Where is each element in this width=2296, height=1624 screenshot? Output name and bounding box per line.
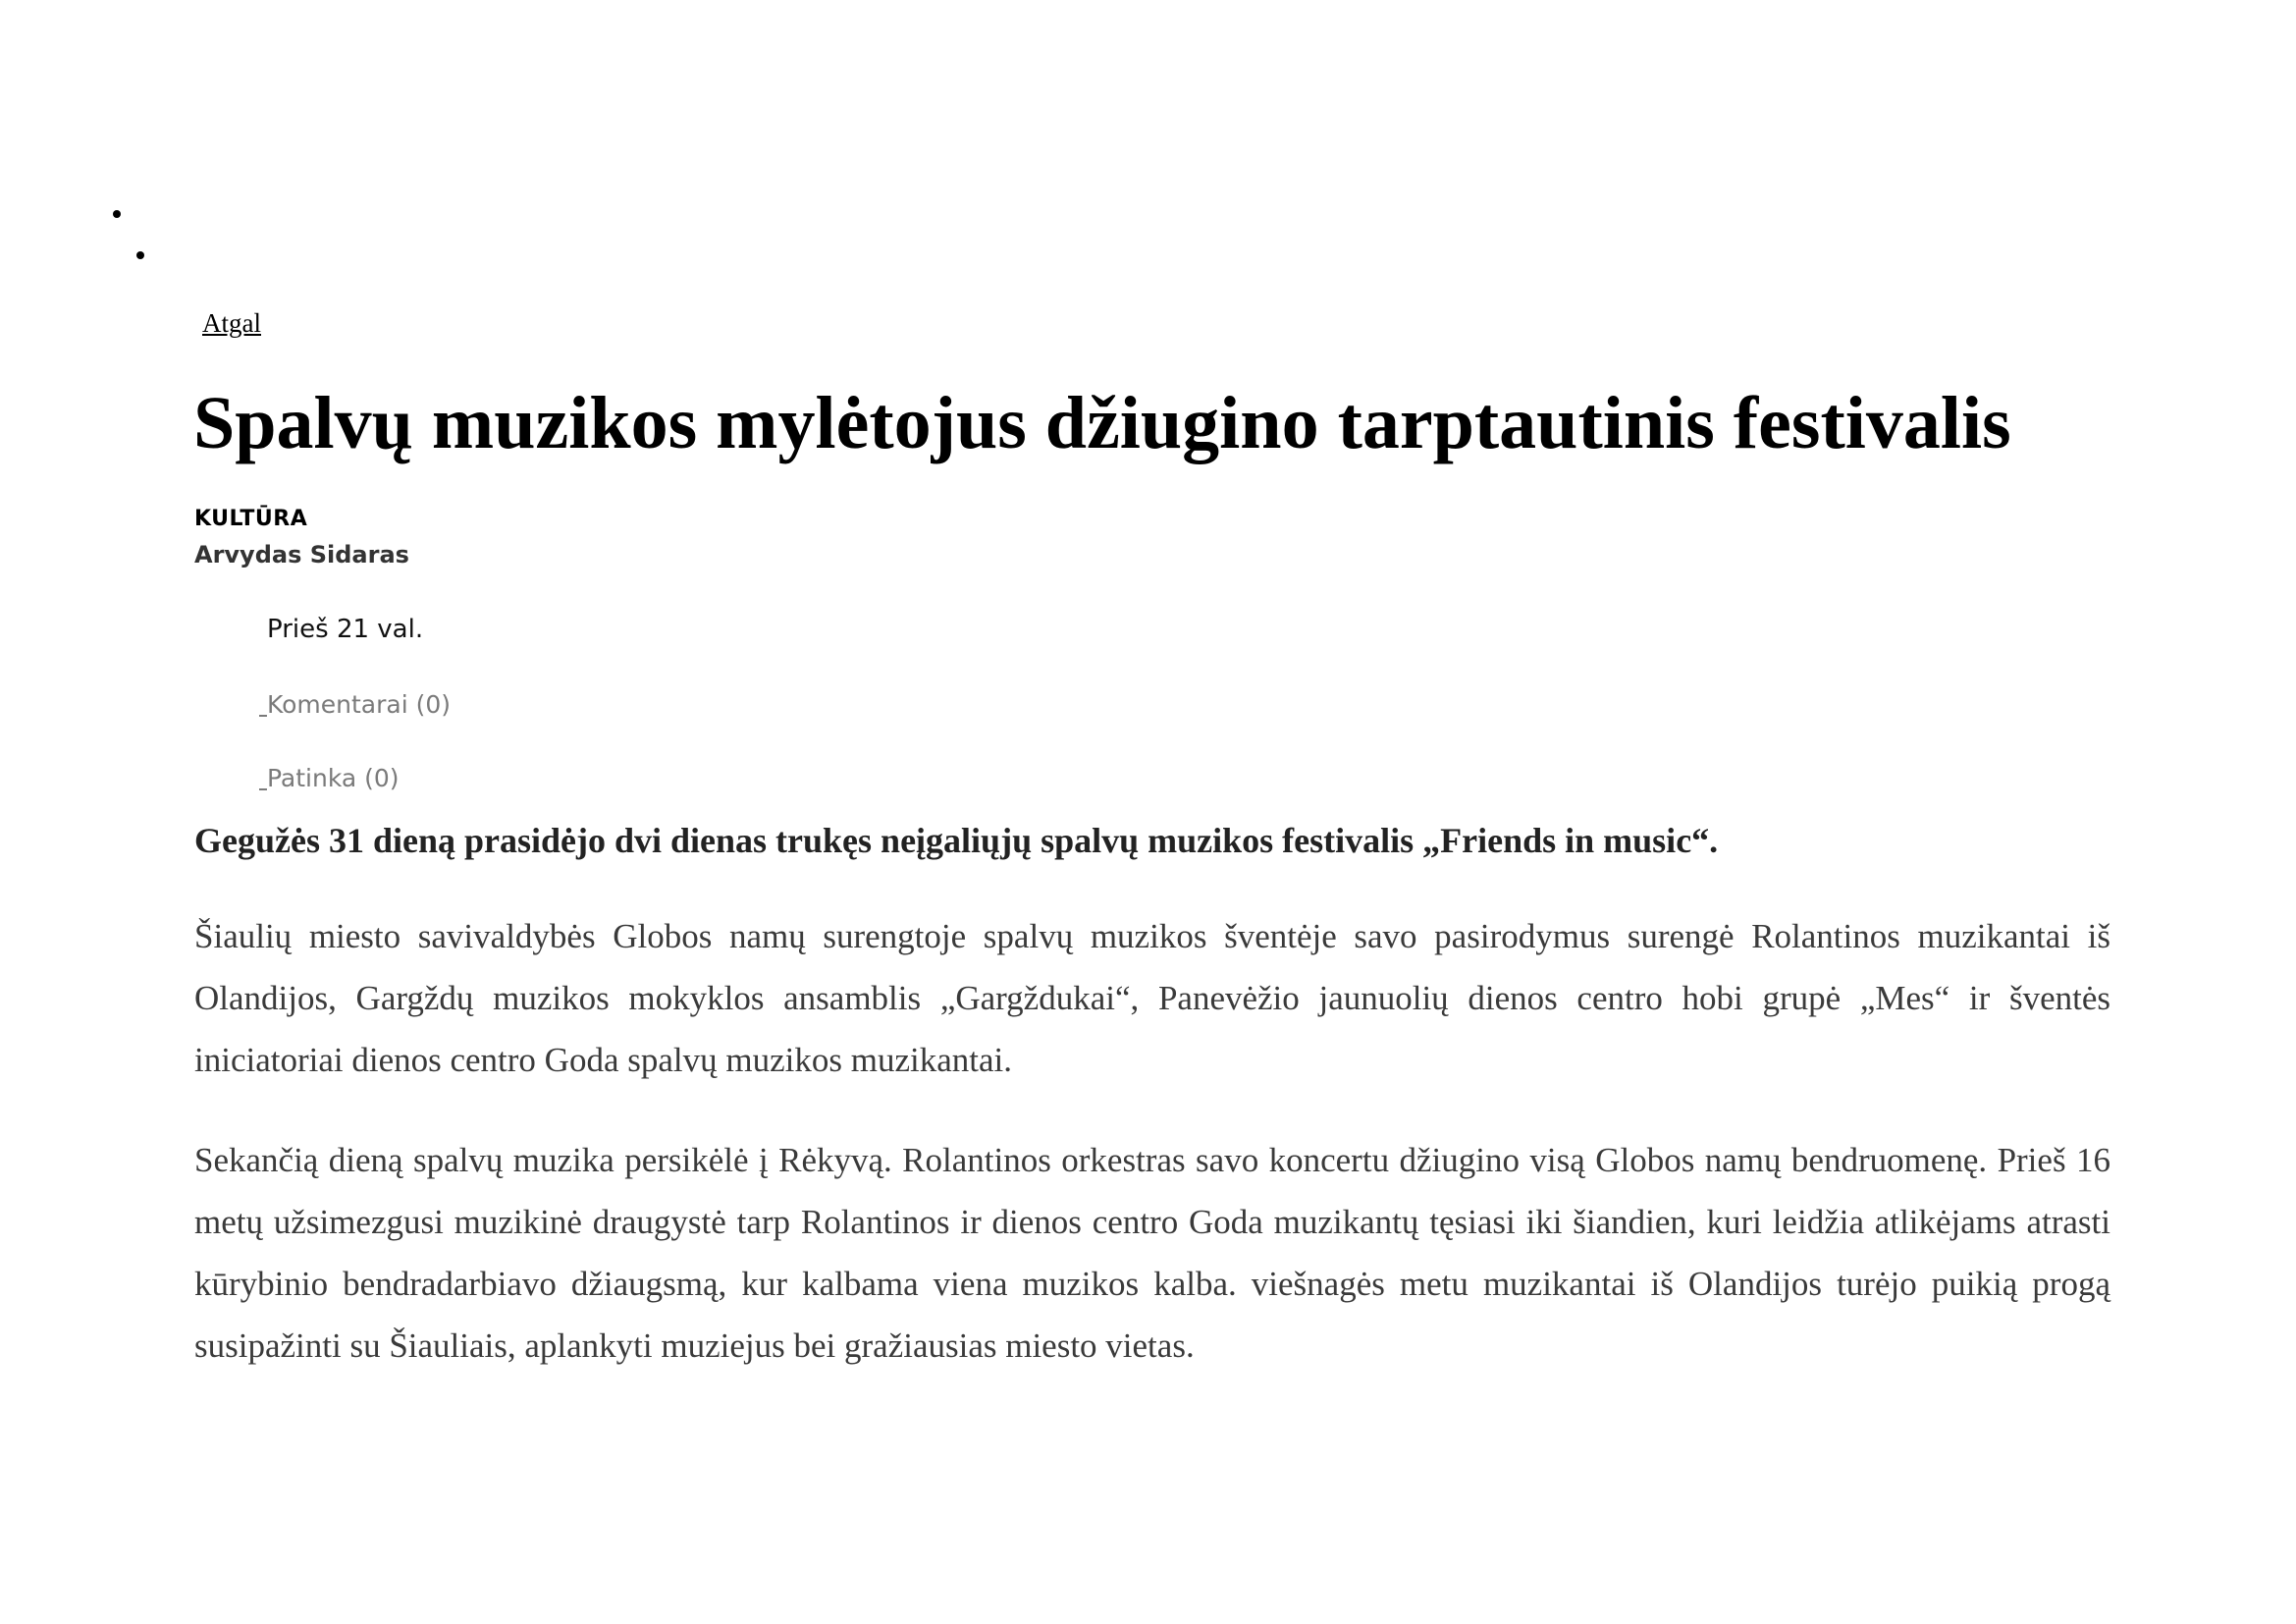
back-link[interactable]: [194, 308, 261, 339]
article-paragraph: Šiaulių miesto savivaldybės Globos namų surengtoje spalvų muzikos šventėje savo pasirodymus surengė Rolantinos muzikantai iš Olandijos, Gargždų muzikos mokyklos ansamblis „Gargždukai“, Panevėžio jaunuolių dienos centro hobi grupė „Mes“ ir šventės iniciatoriai dienos centro Goda spalvų muzikos muzikantai.: [194, 917, 2110, 1079]
article-title: Spalvų muzikos mylėtojus džiugino tarptautinis festivalis: [193, 382, 2011, 464]
article-lead: Gegužės 31 dieną prasidėjo dvi dienas trukęs neįgaliųjų spalvų muzikos festivalis „Friends in music“.: [194, 821, 1719, 860]
article-author: Arvydas Sidaras: [194, 541, 409, 568]
article-time: Prieš 21 val.: [267, 615, 424, 644]
back-link-label[interactable]: Atgal: [202, 308, 261, 338]
likes-link[interactable]: [259, 764, 400, 792]
likes-label[interactable]: Patinka (0): [266, 764, 400, 792]
comments-label[interactable]: Komentarai (0): [266, 690, 452, 719]
article-paragraph: Sekančią dieną spalvų muzika persikėlė į Rėkyvą. Rolantinos orkestras savo koncertu džiugino visą Globos namų bendruomenę. Prieš 16 metų užsimezgusi muzikinė draugystė tarp Rolantinos ir dienos centro Goda muzikantų tęsiasi iki šiandien, kuri leidžia atlikėjams atrasti kūrybinio bendradarbiavo džiaugsmą, kur kalbama viena muzikos kalba. viešnagės metu muzikantai iš Olandijos turėjo puikią progą susipažinti su Šiauliais, aplankyti muziejus bei gražiausias miesto vietas.: [194, 1141, 2110, 1365]
list-bullet: [113, 210, 121, 218]
article-category: KULTŪRA: [194, 507, 308, 531]
list-bullet: [136, 251, 144, 259]
comments-link[interactable]: [259, 690, 451, 719]
